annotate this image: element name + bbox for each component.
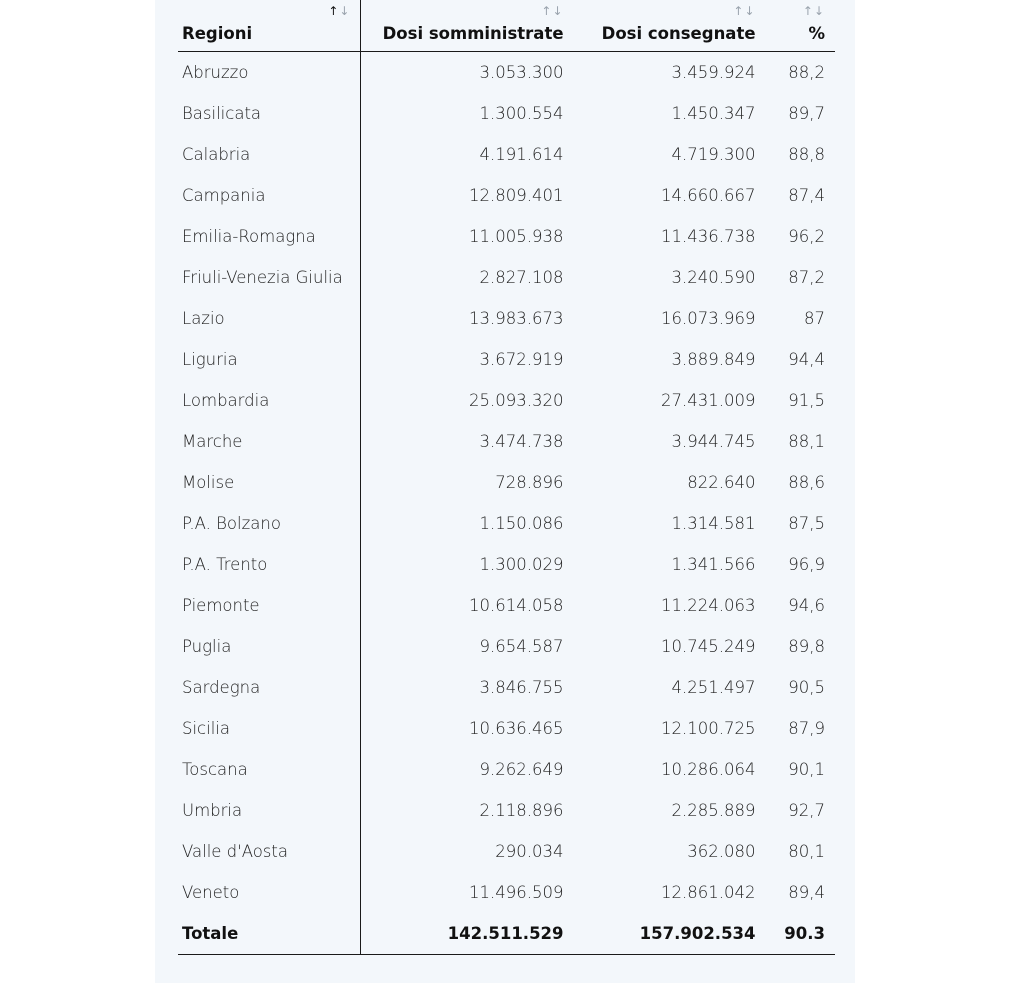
cell-percent: 89,7 bbox=[788, 104, 825, 123]
cell-region: P.A. Trento bbox=[178, 544, 361, 585]
cell-delivered: 11.436.738 bbox=[661, 227, 756, 246]
table-row bbox=[178, 257, 835, 298]
cell-administered: 2.827.108 bbox=[479, 268, 564, 287]
cell-delivered: 822.640 bbox=[687, 473, 756, 492]
total-percent: 90.3 bbox=[766, 913, 835, 955]
cell-percent: 92,7 bbox=[788, 801, 825, 820]
cell-delivered: 16.073.969 bbox=[661, 309, 756, 328]
table-row bbox=[178, 380, 835, 421]
cell-percent: 87,2 bbox=[788, 268, 825, 287]
table-row bbox=[178, 134, 835, 175]
cell-region: Lazio bbox=[178, 298, 361, 339]
cell-administered: 11.005.938 bbox=[469, 227, 564, 246]
cell-delivered: 3.889.849 bbox=[671, 350, 756, 369]
table-header-row bbox=[178, 0, 835, 52]
cell-delivered: 4.251.497 bbox=[671, 678, 756, 697]
table-row bbox=[178, 339, 835, 380]
cell-administered: 25.093.320 bbox=[469, 391, 564, 410]
column-label-percent: % bbox=[808, 24, 825, 43]
cell-delivered: 1.341.566 bbox=[671, 555, 756, 574]
cell-region: Emilia-Romagna bbox=[178, 216, 361, 257]
sort-icon[interactable]: ↑↓ bbox=[541, 4, 564, 18]
cell-delivered: 11.224.063 bbox=[661, 596, 756, 615]
table-row bbox=[178, 667, 835, 708]
column-header-administered[interactable] bbox=[361, 0, 574, 52]
cell-administered: 290.034 bbox=[495, 842, 564, 861]
cell-region: Toscana bbox=[178, 749, 361, 790]
cell-percent: 88,6 bbox=[788, 473, 825, 492]
column-header-percent[interactable] bbox=[766, 0, 835, 52]
column-label-administered: Dosi somministrate bbox=[382, 24, 564, 43]
table-row bbox=[178, 298, 835, 339]
cell-region: P.A. Bolzano bbox=[178, 503, 361, 544]
cell-administered: 3.474.738 bbox=[479, 432, 564, 451]
table-row bbox=[178, 708, 835, 749]
cell-administered: 3.672.919 bbox=[479, 350, 564, 369]
cell-percent: 90,1 bbox=[788, 760, 825, 779]
cell-percent: 96,9 bbox=[788, 555, 825, 574]
total-administered: 142.511.529 bbox=[361, 913, 574, 955]
cell-delivered: 2.285.889 bbox=[671, 801, 756, 820]
cell-region: Sardegna bbox=[178, 667, 361, 708]
cell-percent: 96,2 bbox=[788, 227, 825, 246]
table-row bbox=[178, 544, 835, 585]
cell-percent: 88,1 bbox=[788, 432, 825, 451]
cell-percent: 88,2 bbox=[788, 63, 825, 82]
cell-administered: 13.983.673 bbox=[469, 309, 564, 328]
table-row bbox=[178, 52, 835, 94]
total-delivered: 157.902.534 bbox=[574, 913, 766, 955]
cell-percent: 87,9 bbox=[788, 719, 825, 738]
cell-region: Umbria bbox=[178, 790, 361, 831]
cell-percent: 87,4 bbox=[788, 186, 825, 205]
table-row bbox=[178, 790, 835, 831]
cell-region: Puglia bbox=[178, 626, 361, 667]
table-body bbox=[178, 52, 835, 955]
cell-delivered: 10.745.249 bbox=[661, 637, 756, 656]
cell-region: Campania bbox=[178, 175, 361, 216]
table-row bbox=[178, 175, 835, 216]
cell-region: Lombardia bbox=[178, 380, 361, 421]
cell-administered: 10.636.465 bbox=[469, 719, 564, 738]
cell-percent: 89,4 bbox=[788, 883, 825, 902]
cell-administered: 9.262.649 bbox=[479, 760, 564, 779]
sort-icon[interactable]: ↑↓ bbox=[802, 4, 825, 18]
cell-region: Piemonte bbox=[178, 585, 361, 626]
table-row bbox=[178, 872, 835, 913]
vaccine-doses-table bbox=[178, 0, 835, 955]
cell-region: Basilicata bbox=[178, 93, 361, 134]
sort-icon[interactable]: ↑↓ bbox=[328, 4, 351, 18]
cell-delivered: 1.450.347 bbox=[671, 104, 756, 123]
cell-administered: 3.053.300 bbox=[479, 63, 564, 82]
cell-administered: 3.846.755 bbox=[479, 678, 564, 697]
cell-administered: 12.809.401 bbox=[469, 186, 564, 205]
table-row bbox=[178, 749, 835, 790]
cell-percent: 90,5 bbox=[788, 678, 825, 697]
table-row bbox=[178, 421, 835, 462]
cell-administered: 1.300.554 bbox=[479, 104, 564, 123]
cell-region: Liguria bbox=[178, 339, 361, 380]
cell-administered: 9.654.587 bbox=[479, 637, 564, 656]
cell-delivered: 12.100.725 bbox=[661, 719, 756, 738]
cell-delivered: 362.080 bbox=[687, 842, 756, 861]
cell-region: Valle d'Aosta bbox=[178, 831, 361, 872]
cell-delivered: 27.431.009 bbox=[661, 391, 756, 410]
cell-percent: 87,5 bbox=[788, 514, 825, 533]
cell-percent: 94,4 bbox=[788, 350, 825, 369]
total-row bbox=[178, 913, 835, 955]
cell-percent: 88,8 bbox=[788, 145, 825, 164]
cell-percent: 89,8 bbox=[788, 637, 825, 656]
cell-region: Calabria bbox=[178, 134, 361, 175]
cell-region: Marche bbox=[178, 421, 361, 462]
cell-administered: 728.896 bbox=[495, 473, 564, 492]
cell-percent: 87 bbox=[804, 309, 825, 328]
table-row bbox=[178, 93, 835, 134]
cell-percent: 91,5 bbox=[788, 391, 825, 410]
cell-delivered: 10.286.064 bbox=[661, 760, 756, 779]
sort-icon[interactable]: ↑↓ bbox=[733, 4, 756, 18]
total-label: Totale bbox=[178, 913, 361, 955]
column-header-region[interactable] bbox=[178, 0, 361, 52]
cell-delivered: 3.459.924 bbox=[671, 63, 756, 82]
cell-delivered: 14.660.667 bbox=[661, 186, 756, 205]
cell-region: Abruzzo bbox=[178, 52, 361, 94]
table-row bbox=[178, 831, 835, 872]
cell-administered: 1.300.029 bbox=[479, 555, 564, 574]
column-label-region: Regioni bbox=[182, 24, 253, 43]
table-row bbox=[178, 462, 835, 503]
cell-delivered: 4.719.300 bbox=[671, 145, 756, 164]
column-label-delivered: Dosi consegnate bbox=[601, 24, 756, 43]
column-header-delivered[interactable] bbox=[574, 0, 766, 52]
cell-administered: 4.191.614 bbox=[479, 145, 564, 164]
cell-region: Sicilia bbox=[178, 708, 361, 749]
cell-delivered: 3.944.745 bbox=[671, 432, 756, 451]
table-row bbox=[178, 626, 835, 667]
cell-percent: 94,6 bbox=[788, 596, 825, 615]
cell-administered: 2.118.896 bbox=[479, 801, 564, 820]
cell-administered: 10.614.058 bbox=[469, 596, 564, 615]
cell-region: Friuli-Venezia Giulia bbox=[178, 257, 361, 298]
table-row bbox=[178, 216, 835, 257]
cell-administered: 1.150.086 bbox=[479, 514, 564, 533]
cell-delivered: 3.240.590 bbox=[671, 268, 756, 287]
cell-region: Molise bbox=[178, 462, 361, 503]
table-row bbox=[178, 585, 835, 626]
table-row bbox=[178, 503, 835, 544]
cell-delivered: 12.861.042 bbox=[661, 883, 756, 902]
cell-administered: 11.496.509 bbox=[469, 883, 564, 902]
cell-delivered: 1.314.581 bbox=[671, 514, 756, 533]
cell-region: Veneto bbox=[178, 872, 361, 913]
cell-percent: 80,1 bbox=[788, 842, 825, 861]
